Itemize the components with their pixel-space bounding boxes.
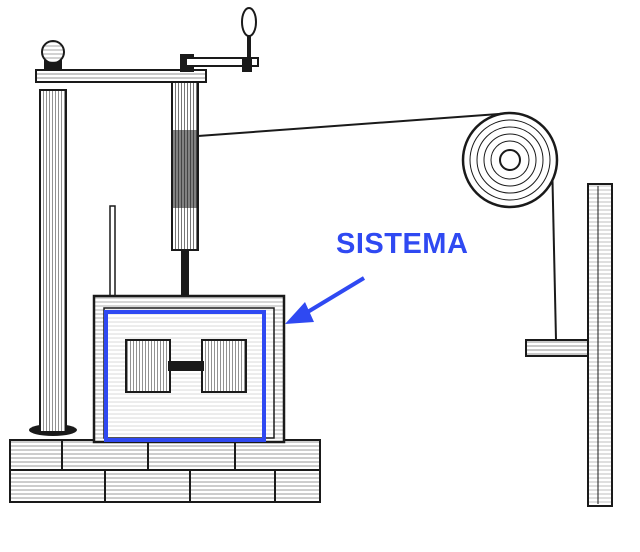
- crank-handle: [180, 8, 258, 72]
- water-vessel: [94, 296, 284, 442]
- system-label: SISTEMA: [336, 228, 469, 260]
- annotation-arrow: [285, 278, 364, 324]
- thermometer: [110, 206, 115, 306]
- measuring-scale: [588, 184, 612, 506]
- pulley-wheel: [463, 113, 557, 207]
- stone-base: [10, 440, 320, 502]
- support-column: [29, 41, 77, 436]
- hanging-weight: [526, 340, 588, 356]
